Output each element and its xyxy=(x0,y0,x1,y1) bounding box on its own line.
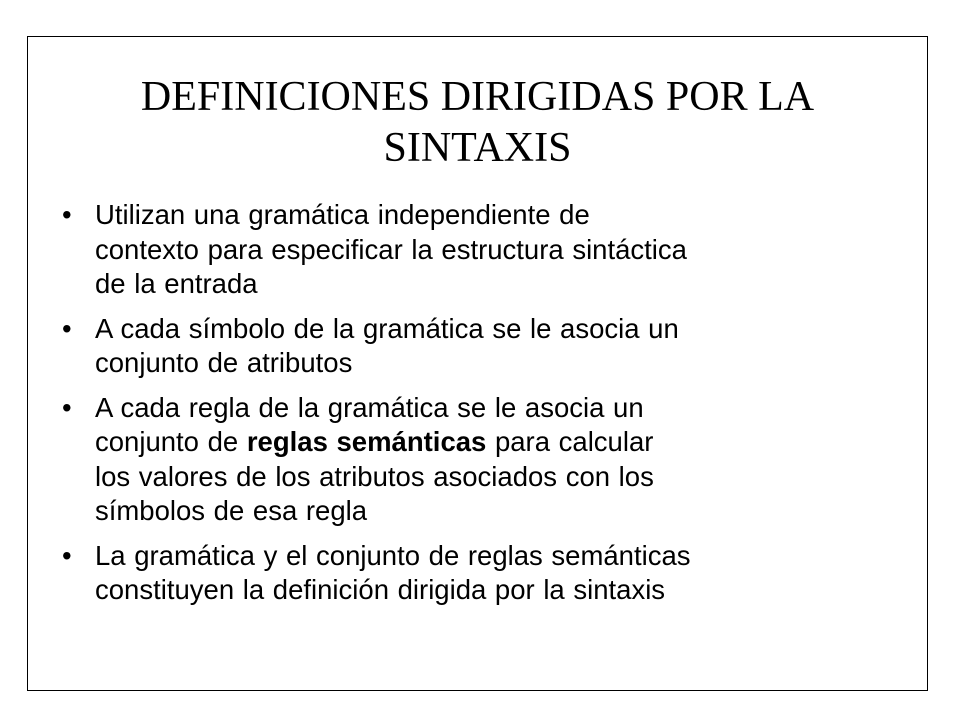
bullet-item-1 xyxy=(62,198,902,302)
bullet-3-text-before: conjunto de xyxy=(95,426,247,457)
bullet-list xyxy=(62,198,902,618)
bullet-icon: • xyxy=(62,199,72,230)
bullet-3-text-after: para calcular xyxy=(486,426,654,457)
bullet-1-line-2: contexto para especificar la estructura sintáctica xyxy=(95,233,687,265)
bullet-3-line-2 xyxy=(95,425,902,460)
bullet-2-line-1: A cada símbolo de la gramática se le asocia un xyxy=(95,312,679,344)
bullet-icon: • xyxy=(62,539,72,571)
bullet-icon: • xyxy=(62,312,72,344)
bullet-1-line-1: Utilizan una gramática independiente de xyxy=(95,199,590,230)
bullet-3-line-1: A cada regla de la gramática se le asocia un xyxy=(95,391,644,423)
bullet-3-line-3: los valores de los atributos asociados con los xyxy=(95,460,654,492)
bullet-item-3 xyxy=(62,391,902,529)
title-line-1: DEFINICIONES DIRIGIDAS POR LA xyxy=(140,74,815,120)
bullet-4-line-1: La gramática y el conjunto de reglas semánticas xyxy=(95,539,691,571)
emphasis-reglas-semanticas: reglas semánticas xyxy=(246,426,487,457)
bullet-1-line-3: de la entrada xyxy=(95,268,258,299)
bullet-item-2 xyxy=(62,312,902,381)
title-line-2: SINTAXIS xyxy=(383,125,572,171)
bullet-item-4 xyxy=(62,539,902,608)
bullet-4-line-2: constituyen la definición dirigida por la sintaxis xyxy=(95,574,666,605)
slide-title xyxy=(27,72,928,174)
bullet-icon: • xyxy=(62,391,72,423)
bullet-3-line-4: símbolos de esa regla xyxy=(95,495,368,526)
bullet-2-line-2: conjunto de atributos xyxy=(95,347,353,378)
